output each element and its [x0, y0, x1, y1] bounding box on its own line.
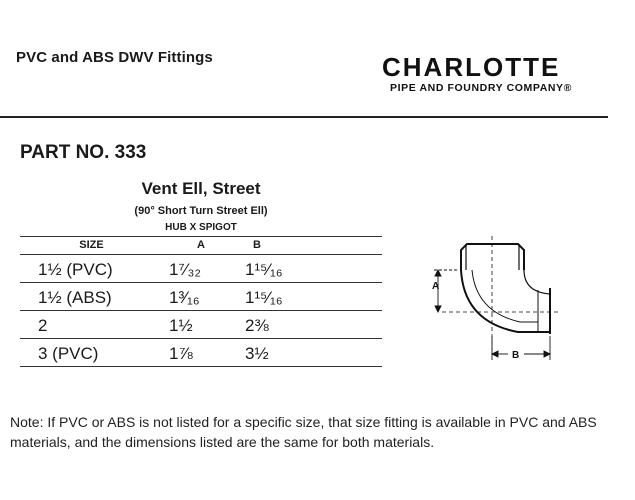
document-title: PVC and ABS DWV Fittings — [16, 49, 213, 66]
cell-size: 3 (PVC) — [20, 339, 163, 367]
table-header-row — [20, 237, 382, 255]
cell-b: 1¹⁵⁄₁₆ — [239, 255, 382, 283]
product-description: (90° Short Turn Street Ell) — [134, 205, 268, 217]
product-connection-type: HUB X SPIGOT — [165, 222, 237, 233]
cell-size: 1½ (ABS) — [20, 283, 163, 311]
brand-tagline: PIPE AND FOUNDRY COMPANY® — [390, 82, 573, 94]
cell-b: 2⅜ — [239, 311, 382, 339]
brand-logo-name: CHARLOTTE — [382, 52, 561, 82]
product-name: Vent Ell, Street — [141, 179, 261, 198]
cell-b: 3½ — [239, 339, 382, 367]
dimension-b — [492, 336, 550, 360]
header-size: SIZE — [20, 237, 163, 255]
header-b: B — [239, 237, 382, 255]
table-row — [20, 339, 382, 367]
table-row — [20, 311, 382, 339]
cell-a: 1³⁄₁₆ — [163, 283, 239, 311]
header-divider — [0, 116, 608, 118]
dimensions-table — [20, 236, 382, 367]
label-a: A — [432, 281, 440, 292]
cell-a: 1½ — [163, 311, 239, 339]
fitting-outline — [461, 244, 550, 334]
part-number: PART NO. 333 — [20, 142, 147, 163]
footnote: Note: If PVC or ABS is not listed for a specific size, that size fitting is available in PVC and ABS materials, and the dimensions listed are the same for both materials. — [10, 414, 597, 450]
cell-b: 1¹⁵⁄₁₆ — [239, 283, 382, 311]
fitting-diagram — [428, 232, 568, 372]
label-b: B — [512, 350, 520, 361]
cell-size: 2 — [20, 311, 163, 339]
cell-a: 1⁷⁄₃₂ — [163, 255, 239, 283]
cell-size: 1½ (PVC) — [20, 255, 163, 283]
header-a: A — [163, 237, 239, 255]
cell-a: 1⅞ — [163, 339, 239, 367]
table-row — [20, 255, 382, 283]
table-row — [20, 283, 382, 311]
